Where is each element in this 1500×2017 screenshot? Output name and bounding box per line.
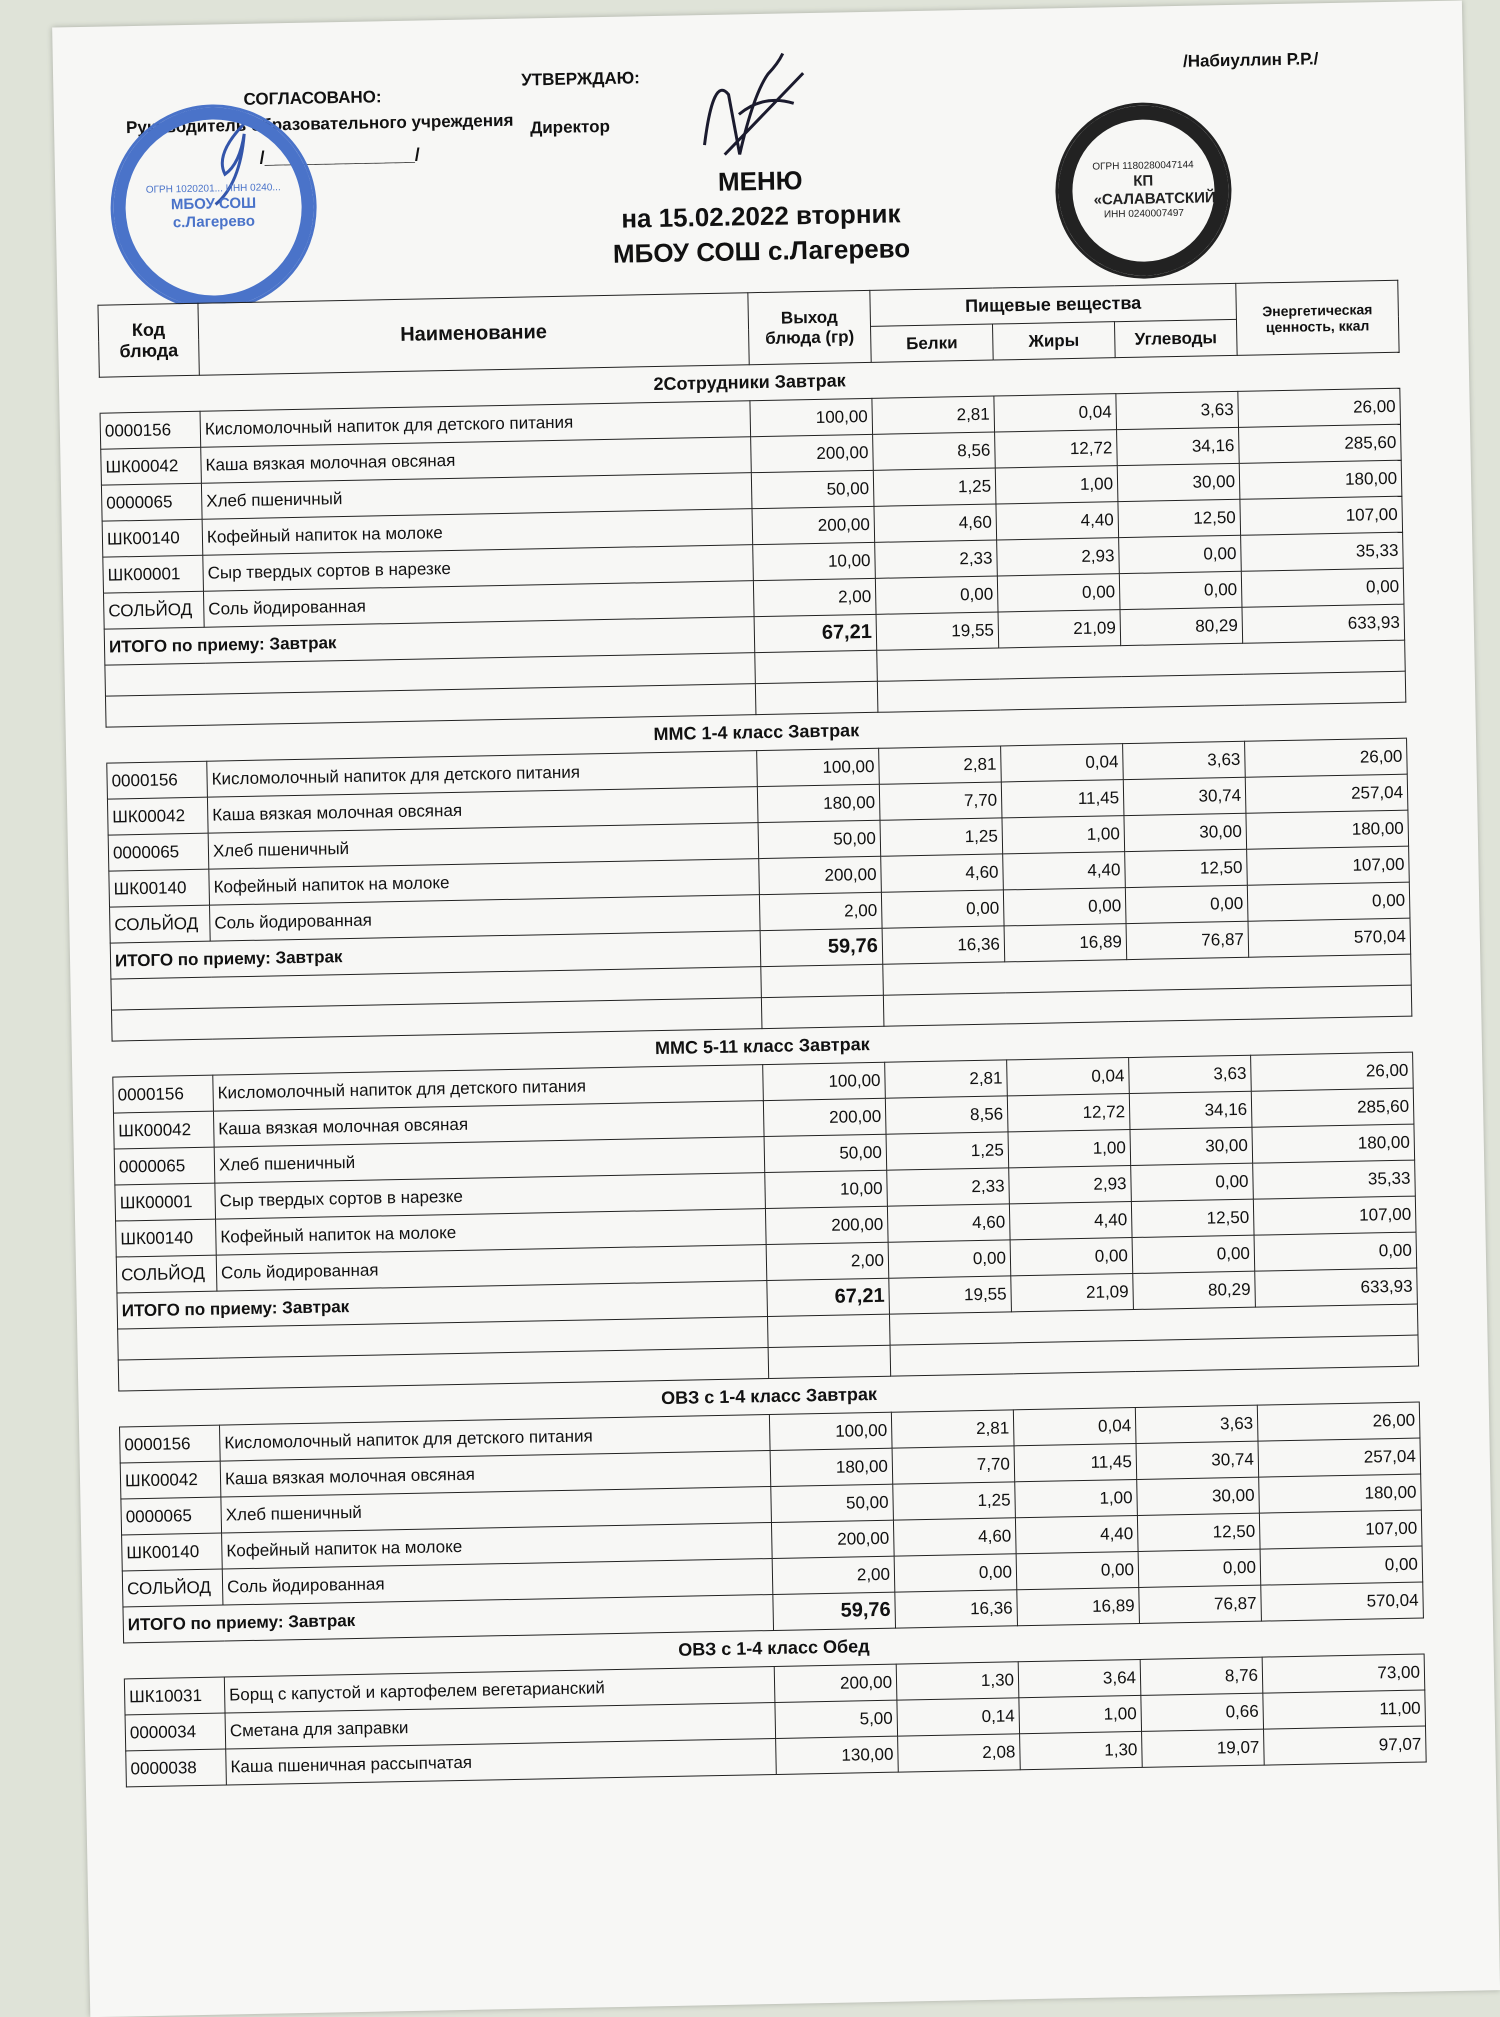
section-title: 2Сотрудники Завтрак [99, 352, 1399, 413]
school-stamp-center: МБОУ СОШ с.Лагерево [170, 194, 257, 232]
dish-name: Соль йодированная [210, 895, 761, 942]
dish-code: 0000038 [126, 1749, 227, 1787]
dish-name: Соль йодированная [216, 1245, 767, 1292]
dish-fat: 0,04 [1007, 1058, 1130, 1096]
dish-name: Каша вязкая молочная овсяная [201, 437, 752, 484]
total-energy: 633,93 [1255, 1268, 1418, 1307]
dish-energy: 180,00 [1259, 1474, 1422, 1513]
blank-cell [755, 650, 878, 683]
dish-energy: 0,00 [1241, 568, 1404, 607]
dish-carbs: 12,50 [1137, 1513, 1260, 1551]
signature-line: /_______________/ [259, 144, 420, 168]
dish-energy: 285,60 [1251, 1088, 1414, 1127]
dish-fat: 11,45 [1001, 780, 1124, 818]
dish-code: СОЛЬЙОД [122, 1569, 223, 1607]
dish-name: Сыр твердых сортов в нарезке [215, 1173, 766, 1220]
company-stamp-ogrn: ОГРН 1180280047144 [1092, 159, 1194, 173]
dish-carbs: 30,00 [1137, 1477, 1260, 1515]
col-name: Наименование [198, 293, 749, 376]
dish-energy: 180,00 [1246, 810, 1409, 849]
dish-fat: 11,45 [1014, 1443, 1137, 1481]
dish-carbs: 12,50 [1131, 1199, 1254, 1237]
dish-output: 5,00 [775, 1700, 898, 1738]
dish-protein: 2,81 [879, 746, 1002, 784]
total-output: 59,76 [773, 1592, 896, 1630]
dish-carbs: 3,63 [1123, 741, 1246, 779]
dish-code: ШК00140 [116, 1219, 217, 1257]
dish-code: ШК00140 [122, 1533, 223, 1571]
dish-name: Кисломолочный напиток для детского питания [219, 1415, 770, 1462]
dish-name: Кисломолочный напиток для детского питания [200, 401, 751, 448]
dish-carbs: 3,63 [1135, 1405, 1258, 1443]
dish-protein: 7,70 [892, 1446, 1015, 1484]
total-energy: 570,04 [1261, 1582, 1424, 1621]
menu-table-body [99, 352, 1426, 1787]
dish-energy: 257,04 [1258, 1438, 1421, 1477]
dish-code: СОЛЬЙОД [116, 1255, 217, 1293]
dish-fat: 0,04 [1001, 744, 1124, 782]
dish-name: Кофейный напиток на молоке [209, 859, 760, 906]
dish-energy: 0,00 [1260, 1546, 1423, 1585]
dish-code: ШК00001 [115, 1183, 216, 1221]
dish-output: 100,00 [769, 1412, 892, 1450]
dish-name: Каша вязкая молочная овсяная [207, 787, 758, 834]
dish-fat: 3,64 [1018, 1659, 1141, 1697]
dish-output: 50,00 [764, 1134, 887, 1172]
director-name: /Набиуллин Р.Р./ [1182, 49, 1319, 71]
dish-carbs: 12,50 [1118, 499, 1241, 537]
dish-code: ШК00140 [109, 869, 210, 907]
col-output: Выход блюда (гр) [748, 290, 871, 364]
dish-name: Каша пшеничная рассыпчатая [226, 1738, 777, 1785]
dish-fat: 1,30 [1020, 1731, 1143, 1769]
dish-fat: 2,93 [1009, 1166, 1132, 1204]
dish-fat: 4,40 [1015, 1515, 1138, 1553]
dish-output: 100,00 [763, 1062, 886, 1100]
dish-energy: 0,00 [1254, 1232, 1417, 1271]
dish-protein: 7,70 [879, 782, 1002, 820]
col-protein: Белки [871, 324, 994, 362]
dish-energy: 0,00 [1247, 882, 1410, 921]
dish-carbs: 8,76 [1140, 1657, 1263, 1695]
dish-energy: 107,00 [1259, 1510, 1422, 1549]
dish-protein: 0,00 [894, 1554, 1017, 1592]
total-label: ИТОГО по приему: Завтрак [104, 617, 755, 665]
total-protein: 19,55 [876, 612, 999, 650]
dish-energy: 107,00 [1253, 1196, 1416, 1235]
dish-name: Борщ с капустой и картофелем вегетарианский [224, 1666, 775, 1713]
dish-carbs: 0,00 [1131, 1163, 1254, 1201]
dish-energy: 97,07 [1264, 1726, 1427, 1765]
dish-protein: 0,00 [888, 1240, 1011, 1278]
col-energy: Энергетическая ценность, ккал [1236, 280, 1399, 355]
dish-protein: 2,81 [891, 1410, 1014, 1448]
dish-protein: 0,14 [897, 1698, 1020, 1736]
dish-energy: 26,00 [1251, 1052, 1414, 1091]
dish-name: Каша вязкая молочная овсяная [213, 1101, 764, 1148]
dish-energy: 107,00 [1240, 496, 1403, 535]
dish-fat: 4,40 [996, 502, 1119, 540]
dish-carbs: 0,00 [1138, 1549, 1261, 1587]
dish-name: Кисломолочный напиток для детского питания [207, 751, 758, 798]
total-carbs: 76,87 [1126, 921, 1249, 959]
dish-energy: 180,00 [1239, 460, 1402, 499]
dish-code: ШК00140 [102, 519, 203, 557]
total-fat: 16,89 [1017, 1587, 1140, 1625]
dish-code: СОЛЬЙОД [103, 591, 204, 629]
dish-code: СОЛЬЙОД [110, 905, 211, 943]
dish-output: 200,00 [751, 434, 874, 472]
dish-energy: 11,00 [1263, 1690, 1426, 1729]
approve-label: УТВЕРЖДАЮ: [521, 68, 641, 90]
dish-output: 180,00 [757, 784, 880, 822]
dish-fat: 0,04 [1013, 1407, 1136, 1445]
dish-output: 100,00 [757, 748, 880, 786]
dish-carbs: 30,74 [1123, 777, 1246, 815]
dish-output: 200,00 [752, 506, 875, 544]
menu-title: МЕНЮ [717, 165, 803, 197]
dish-name: Кофейный напиток на молоке [202, 509, 753, 556]
section-title: ОВЗ с 1-4 класс Обед [124, 1618, 1424, 1679]
dish-output: 130,00 [776, 1736, 899, 1774]
dish-protein: 2,81 [872, 396, 995, 434]
company-stamp-inn: ИНН 0240007497 [1103, 207, 1185, 221]
dish-fat: 4,40 [1009, 1202, 1132, 1240]
section-title: ММС 5-11 класс Завтрак [112, 1016, 1412, 1077]
dish-code: ШК00042 [120, 1461, 221, 1499]
dish-code: 0000065 [101, 483, 202, 521]
dish-carbs: 0,00 [1125, 885, 1248, 923]
dish-output: 2,00 [772, 1556, 895, 1594]
dish-output: 200,00 [759, 856, 882, 894]
dish-output: 10,00 [765, 1170, 888, 1208]
dish-carbs: 34,16 [1117, 427, 1240, 465]
dish-name: Сметана для заправки [225, 1702, 776, 1749]
dish-protein: 8,56 [873, 432, 996, 470]
col-code: Код блюда [98, 303, 199, 377]
dish-fat: 4,40 [1003, 852, 1126, 890]
total-protein: 19,55 [889, 1276, 1012, 1314]
school-stamp-ring: ОГРН 1020201... ИНН 0240... [145, 182, 281, 196]
dish-carbs: 0,00 [1119, 571, 1242, 609]
col-carbs: Углеводы [1114, 319, 1237, 357]
section-title: ММС 1-4 класс Завтрак [106, 702, 1406, 763]
total-output: 67,21 [767, 1278, 890, 1316]
dish-protein: 1,25 [873, 468, 996, 506]
company-stamp-center: КП «САЛАВАТСКИЙ» [1093, 172, 1225, 209]
dish-energy: 35,33 [1241, 532, 1404, 571]
dish-protein: 0,00 [881, 890, 1004, 928]
dish-carbs: 30,74 [1136, 1441, 1259, 1479]
total-fat: 16,89 [1004, 924, 1127, 962]
dish-protein: 2,08 [898, 1734, 1021, 1772]
dish-fat: 1,00 [1015, 1479, 1138, 1517]
dish-code: 0000156 [107, 761, 208, 799]
dish-name: Кофейный напиток на молоке [222, 1523, 773, 1570]
total-label: ИТОГО по приему: Завтрак [117, 1281, 768, 1329]
director-label: Директор [529, 116, 611, 138]
dish-output: 180,00 [770, 1448, 893, 1486]
dish-fat: 1,00 [1008, 1130, 1131, 1168]
dish-output: 100,00 [750, 398, 873, 436]
blank-cell [755, 681, 878, 714]
dish-energy: 73,00 [1262, 1654, 1425, 1693]
dish-output: 50,00 [771, 1484, 894, 1522]
dish-carbs: 0,00 [1119, 535, 1242, 573]
dish-energy: 257,04 [1245, 774, 1408, 813]
total-fat: 21,09 [998, 610, 1121, 648]
dish-carbs: 30,00 [1117, 463, 1240, 501]
dish-carbs: 3,63 [1116, 391, 1239, 429]
dish-output: 200,00 [774, 1664, 897, 1702]
director-signature [682, 33, 815, 175]
dish-output: 2,00 [766, 1242, 889, 1280]
dish-carbs: 3,63 [1129, 1055, 1252, 1093]
dish-protein: 4,60 [887, 1204, 1010, 1242]
dish-protein: 2,81 [885, 1060, 1008, 1098]
total-protein: 16,36 [895, 1590, 1018, 1628]
dish-energy: 285,60 [1239, 424, 1402, 463]
blank-cell [768, 1345, 891, 1378]
dish-fat: 1,00 [995, 466, 1118, 504]
dish-output: 2,00 [759, 892, 882, 930]
dish-name: Соль йодированная [222, 1558, 773, 1605]
dish-name: Соль йодированная [203, 581, 754, 628]
dish-energy: 26,00 [1257, 1402, 1420, 1441]
dish-carbs: 30,00 [1124, 813, 1247, 851]
total-carbs: 76,87 [1139, 1585, 1262, 1623]
dish-name: Хлеб пшеничный [221, 1487, 772, 1534]
dish-fat: 0,00 [1010, 1238, 1133, 1276]
menu-date: на 15.02.2022 вторник [620, 198, 901, 234]
dish-name: Хлеб пшеничный [208, 823, 759, 870]
dish-carbs: 0,00 [1132, 1235, 1255, 1273]
blank-cell [761, 964, 884, 997]
dish-code: 0000156 [120, 1425, 221, 1463]
dish-output: 50,00 [758, 820, 881, 858]
blank-cell [768, 1314, 891, 1347]
dish-fat: 1,00 [1019, 1695, 1142, 1733]
dish-output: 200,00 [763, 1098, 886, 1136]
dish-name: Хлеб пшеничный [214, 1137, 765, 1184]
menu-table [97, 280, 1426, 1788]
dish-protein: 1,25 [893, 1482, 1016, 1520]
dish-fat: 0,04 [994, 394, 1117, 432]
dish-protein: 2,33 [875, 540, 998, 578]
dish-carbs: 34,16 [1129, 1091, 1252, 1129]
dish-name: Каша вязкая молочная овсяная [220, 1451, 771, 1498]
total-output: 59,76 [760, 928, 883, 966]
dish-code: ШК10031 [124, 1677, 225, 1715]
dish-fat: 1,00 [1002, 816, 1125, 854]
dish-name: Сыр твердых сортов в нарезке [203, 545, 754, 592]
dish-code: ШК00042 [107, 797, 208, 835]
dish-protein: 0,00 [875, 576, 998, 614]
dish-output: 200,00 [771, 1520, 894, 1558]
dish-carbs: 30,00 [1130, 1127, 1253, 1165]
blank-cell [761, 995, 884, 1028]
total-protein: 16,36 [882, 926, 1005, 964]
dish-output: 10,00 [753, 542, 876, 580]
dish-name: Хлеб пшеничный [201, 473, 752, 520]
dish-output: 200,00 [765, 1206, 888, 1244]
total-output: 67,21 [754, 614, 877, 652]
dish-fat: 0,00 [1003, 888, 1126, 926]
dish-code: ШК00042 [101, 447, 202, 485]
dish-code: 0000065 [114, 1147, 215, 1185]
dish-code: ШК00042 [113, 1111, 214, 1149]
dish-protein: 4,60 [893, 1518, 1016, 1556]
dish-protein: 2,33 [887, 1168, 1010, 1206]
menu-sheet [52, 0, 1500, 2017]
total-carbs: 80,29 [1133, 1271, 1256, 1309]
menu-school: МБОУ СОШ с.Лагерево [612, 233, 911, 269]
dish-carbs: 0,66 [1141, 1693, 1264, 1731]
dish-protein: 4,60 [874, 504, 997, 542]
dish-name: Кофейный напиток на молоке [216, 1209, 767, 1256]
dish-protein: 8,56 [885, 1096, 1008, 1134]
dish-energy: 180,00 [1252, 1124, 1415, 1163]
total-carbs: 80,29 [1120, 607, 1243, 645]
total-fat: 21,09 [1011, 1274, 1134, 1312]
dish-code: 0000034 [125, 1713, 226, 1751]
agreed-label: СОГЛАСОВАНО: [243, 87, 382, 109]
total-energy: 633,93 [1242, 604, 1405, 643]
dish-fat: 12,72 [1007, 1094, 1130, 1132]
dish-output: 50,00 [751, 470, 874, 508]
col-fat: Жиры [992, 322, 1115, 360]
dish-fat: 0,00 [1016, 1551, 1139, 1589]
dish-protein: 1,25 [880, 818, 1003, 856]
dish-energy: 26,00 [1238, 388, 1401, 427]
dish-output: 2,00 [753, 578, 876, 616]
dish-carbs: 12,50 [1125, 849, 1248, 887]
dish-name: Кисломолочный напиток для детского питания [213, 1065, 764, 1112]
dish-fat: 0,00 [997, 574, 1120, 612]
dish-energy: 107,00 [1247, 846, 1410, 885]
total-energy: 570,04 [1248, 918, 1411, 957]
col-nutrients: Пищевые вещества [870, 283, 1237, 326]
dish-code: ШК00001 [103, 555, 204, 593]
total-label: ИТОГО по приему: Завтрак [123, 1594, 774, 1642]
dish-protein: 4,60 [881, 854, 1004, 892]
total-label: ИТОГО по приему: Завтрак [110, 931, 761, 979]
dish-protein: 1,25 [886, 1132, 1009, 1170]
dish-code: 0000065 [108, 833, 209, 871]
dish-code: 0000156 [100, 411, 201, 449]
dish-fat: 12,72 [995, 430, 1118, 468]
dish-code: 0000065 [121, 1497, 222, 1535]
dish-carbs: 19,07 [1142, 1729, 1265, 1767]
dish-code: 0000156 [113, 1075, 214, 1113]
dish-fat: 2,93 [997, 538, 1120, 576]
dish-energy: 35,33 [1253, 1160, 1416, 1199]
dish-energy: 26,00 [1245, 738, 1408, 777]
agreed-role: Руководитель образовательного учреждения [125, 110, 514, 138]
section-title: ОВЗ с 1-4 класс Завтрак [119, 1366, 1419, 1427]
dish-protein: 1,30 [896, 1662, 1019, 1700]
